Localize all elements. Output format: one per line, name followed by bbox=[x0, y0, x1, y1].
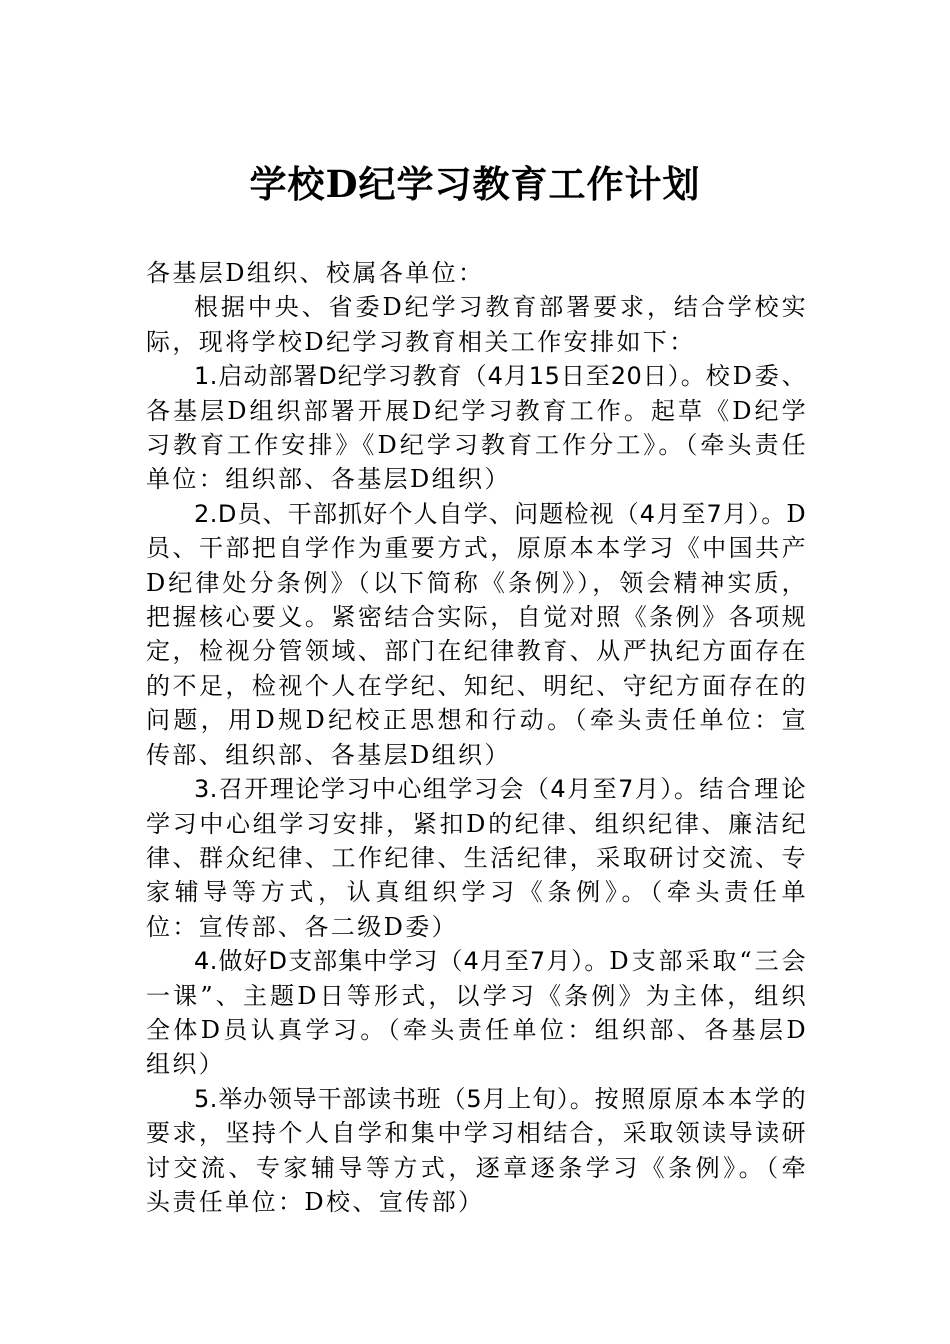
salutation: 各基层D组织、校属各单位： bbox=[146, 259, 485, 287]
intro-paragraph: 根据中央、省委D纪学习教育部署要求，结合学校实际，现将学校D纪学习教育相关工作安排如下： bbox=[146, 293, 808, 356]
plan-item-1 bbox=[146, 359, 808, 497]
plan-item-4 bbox=[146, 944, 808, 1082]
plan-item-heading: 2.D员、干部抓好个人自学、问题检视（4月至7月）。 bbox=[194, 499, 787, 528]
plan-item-text: 校D委、各基层D组织部署开展D纪学习教育工作。起草《D纪学习教育工作安排》《D纪学习教育工作分工》。（牵头责任单位：组织部、各基层D组织） bbox=[146, 362, 809, 494]
plan-item-3 bbox=[146, 772, 808, 944]
plan-item-2 bbox=[146, 497, 808, 772]
plan-item-heading: 1.启动部署D纪学习教育（4月15日至20日）。 bbox=[194, 362, 706, 391]
plan-item-text: 结合理论学习中心组学习安排，紧扣D的纪律、组织纪律、廉洁纪律、群众纪律、工作纪律、生活纪律，采取研讨交流、专家辅导等方式，认真组织学习《条例》。（牵头责任单位：宣传部、各二级D委） bbox=[146, 775, 809, 941]
plan-item-text: 按照原原本本学的要求，坚持个人自学和集中学习相结合，采取领读导读研讨交流、专家辅导等方式，逐章逐条学习《条例》。（牵头责任单位：D校、宣传部） bbox=[146, 1084, 809, 1216]
plan-item-heading: 5.举办领导干部读书班（5月上旬）。 bbox=[194, 1084, 595, 1113]
plan-item-text: D员、干部把自学作为重要方式，原原本本学习《中国共产D纪律处分条例》（以下简称《条例》），领会精神实质，把握核心要义。紧密结合实际，自觉对照《条例》各项规定，检视分管领域、部门在纪律教育、从严执纪方面存在的不足，检视个人在学纪、知纪、明纪、守纪方面存在的问题，用D规D纪校正思想和行动。（牵头责任单位：宣传部、组织部、各基层D组织） bbox=[146, 499, 808, 769]
plan-item-heading: 4.做好D支部集中学习（4月至7月）。 bbox=[194, 947, 610, 976]
document-title: 学校D纪学习教育工作计划 bbox=[249, 162, 701, 206]
plan-item-5 bbox=[146, 1082, 808, 1220]
plan-item-text: D支部采取“三会一课”、主题D日等形式，以学习《条例》为主体，组织全体D员认真学习。（牵头责任单位：组织部、各基层D组织） bbox=[146, 947, 808, 1079]
document-body bbox=[146, 256, 808, 1219]
plan-item-heading: 3.召开理论学习中心组学习会（4月至7月）。 bbox=[194, 775, 700, 804]
